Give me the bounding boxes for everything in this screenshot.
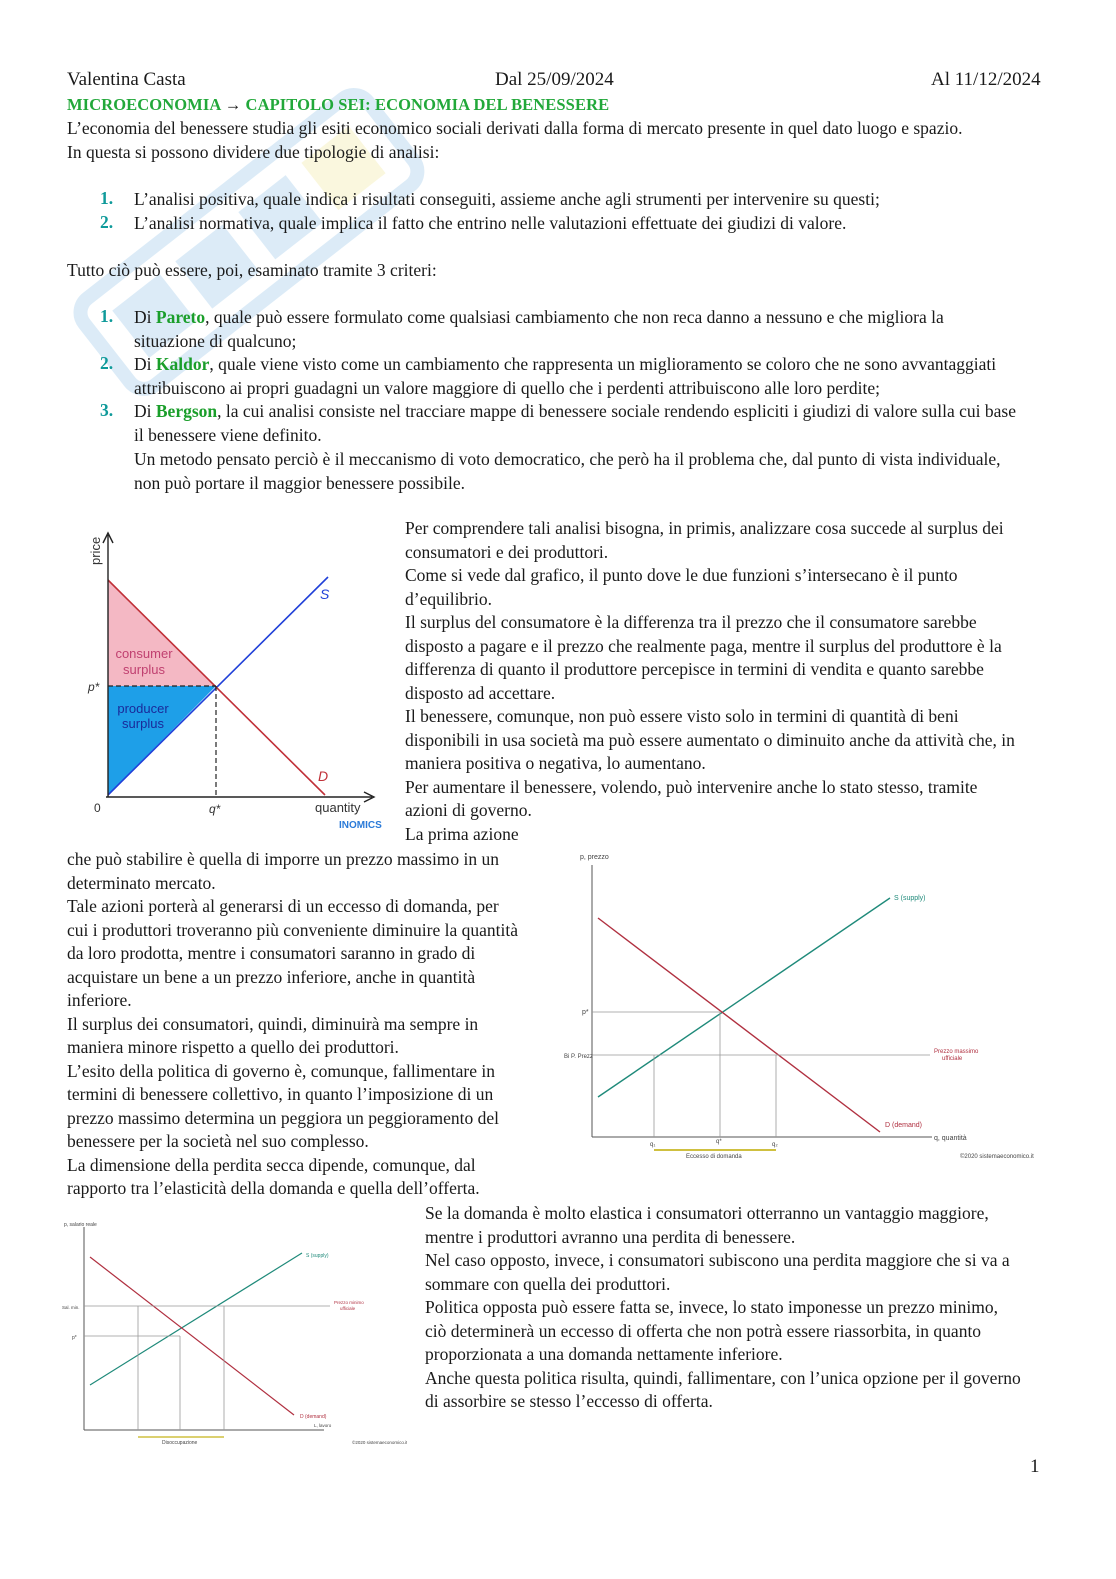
max-price-axis-label: Bi P. Prezz: [564, 1054, 593, 1060]
criteria-intro: Tutto ciò può essere, poi, esaminato tramite 3 criteri:: [67, 260, 437, 280]
text-line: cui i produttori troveranno più conveniente diminuire la quantità: [67, 919, 518, 940]
text-line: Tale azioni porterà al generarsi di un eccesso di domanda, per: [67, 896, 499, 916]
criteria-item-3: Di Bergson, la cui analisi consiste nel tracciare mappe di benessere sociale rendendo espliciti i giudizi di valore sulla cui base: [134, 401, 1016, 421]
x-axis-label: L, lavoro: [314, 1423, 332, 1428]
title-prefix: MICROECONOMIA: [67, 95, 221, 114]
analysis-number-2: 2.: [100, 212, 114, 232]
floor-label-1: Prezzo minimo: [334, 1300, 364, 1305]
q-star-label: q*: [209, 802, 221, 816]
text-line: proporzionata a una domanda nettamente inferiore.: [425, 1344, 783, 1364]
text-line: sommare con quella dei produttori.: [425, 1273, 671, 1294]
chapter-title: [67, 93, 609, 116]
date-from: Dal 25/09/2024: [495, 69, 614, 90]
criteria-number-3: 3.: [100, 400, 114, 420]
q-demanded-label: q₂: [772, 1142, 778, 1148]
criteria-item-2-cont: attribuiscono ai propri guadagni un valore maggiore di quello che i perdenti attribuiscono alle loro perdite;: [134, 378, 880, 398]
consumer-surplus-label-2: surplus: [123, 662, 165, 677]
paragraph-min-price: [425, 1202, 1055, 1414]
q-supplied-label: q₁: [650, 1142, 656, 1148]
criteria-name-pareto: Pareto: [155, 307, 206, 327]
excess-demand-label: Eccesso di domanda: [686, 1154, 742, 1160]
text-line: da loro prodotta, mentre i consumatori saranno in grado di: [67, 943, 476, 963]
y-axis-label: p, prezzo: [580, 854, 609, 861]
criteria-extra-2: non può portare il maggior benessere possibile.: [134, 473, 465, 493]
ceiling-label-2: ufficiale: [942, 1056, 963, 1062]
text-line: ciò determinerà un eccesso di offerta che non potrà essere riassorbita, in quanto: [425, 1320, 982, 1341]
text-line: Il surplus del consumatore è la differenza tra il prezzo che il consumatore sarebbe: [405, 612, 977, 632]
min-price-chart: [62, 1215, 407, 1450]
analysis-number-1: 1.: [100, 188, 114, 208]
y-axis-label: p, salario reale: [64, 1222, 97, 1228]
text-line: consumatori e dei produttori.: [405, 541, 609, 562]
consumer-surplus-label-1: consumer: [115, 646, 173, 661]
x-axis-label: q, quantità: [934, 1135, 967, 1142]
criteria-name-kaldor: Kaldor: [155, 354, 210, 374]
text-line: benessere per la società nel suo complesso.: [67, 1131, 369, 1151]
text-line: Se la domanda è molto elastica i consumatori otterranno un vantaggio maggiore,: [425, 1203, 989, 1223]
paragraph-max-price: [67, 848, 547, 1201]
text-line: disponibili in usa società ma può essere aumentato o diminuito anche da attività che, in: [405, 729, 1015, 750]
ceiling-label-1: Prezzo massimo: [934, 1049, 979, 1055]
text-line: rapporto tra l’elasticità della domanda e quella dell’offerta.: [67, 1178, 480, 1198]
origin-label: 0: [94, 801, 101, 815]
criteria-name-bergson: Bergson: [155, 401, 218, 421]
supply-label: S (supply): [306, 1253, 329, 1259]
text-line: che può stabilire è quella di imporre un prezzo massimo in un: [67, 849, 500, 869]
criteria-item-3-cont: il benessere viene definito.: [134, 425, 322, 445]
demand-label: D: [318, 768, 329, 784]
text-line: di assorbire se stesso l’eccesso di offerta.: [425, 1391, 713, 1411]
demand-line: [598, 918, 880, 1132]
criteria-item-1-cont: situazione di qualcuno;: [134, 331, 297, 351]
title-chapter: CAPITOLO SEI: ECONOMIA DEL BENESSERE: [245, 95, 610, 114]
text-line: Per comprendere tali analisi bisogna, in primis, analizzare cosa succede al surplus dei: [405, 518, 1004, 538]
author-name: Valentina Casta: [67, 69, 186, 90]
text-line: d’equilibrio.: [405, 588, 492, 609]
criteria-number-1: 1.: [100, 306, 114, 326]
text-line: termini di benessere collettivo, in quanto l’imposizione di un: [67, 1084, 494, 1104]
chart-credit: ©2020 sistemaeconomico.it: [960, 1154, 1034, 1160]
max-price-chart: [560, 850, 1040, 1165]
text-line: Il benessere, comunque, non può essere visto solo in termini di quantità di beni: [405, 706, 959, 726]
text-line: Come si vede dal grafico, il punto dove le due funzioni s’intersecano è il punto: [405, 565, 958, 585]
x-axis-label: quantity: [315, 800, 361, 815]
text-line: Il surplus dei consumatori, quindi, diminuirà ma sempre in: [67, 1013, 479, 1034]
surplus-chart: [70, 525, 400, 835]
excess-supply-label: Disoccupazione: [162, 1440, 198, 1446]
producer-surplus-label-1: producer: [117, 701, 169, 716]
text-line: inferiore.: [67, 990, 132, 1010]
supply-line: [598, 898, 890, 1097]
intro-line-1: L’economia del benessere studia gli esiti economico sociali derivati dalla forma di mercato presente in quel dato luogo e spazio.: [67, 118, 963, 138]
text-line: disposto a pagare e il prezzo che realmente paga, mentre il surplus del produttore è la: [405, 635, 1002, 656]
chart-credit: INOMICS: [339, 820, 382, 831]
supply-label: S (supply): [894, 895, 926, 902]
analysis-item-2: L’analisi normativa, quale implica il fatto che entrino nelle valutazioni effettuate dei giudizi di valore.: [134, 213, 847, 233]
text-line: acquistare un bene a un prezzo inferiore, anche in quantità: [67, 966, 476, 987]
text-line: Per aumentare il benessere, volendo, può intervenire anche lo stato stesso, tramite: [405, 776, 978, 797]
text-line: determinato mercato.: [67, 872, 216, 893]
text-line: maniera positiva o negativa, lo aumentano.: [405, 753, 706, 773]
chart-credit: ©2020 sistemaeconomico.it: [352, 1440, 407, 1445]
p-star-label: p*: [88, 680, 100, 694]
p-star-label: p*: [72, 1335, 77, 1341]
analysis-item-1: L’analisi positiva, quale indica i risultati conseguiti, assieme anche agli strumenti per intervenire su questi;: [134, 189, 880, 209]
intro-line-2: In questa si possono dividere due tipologie di analisi:: [67, 142, 440, 162]
demand-label: D (demand): [885, 1122, 922, 1129]
arrow-icon: →: [224, 95, 242, 114]
criteria-number-2: 2.: [100, 353, 114, 373]
date-to: Al 11/12/2024: [931, 69, 1041, 90]
criteria-item-1: Di Pareto, quale può essere formulato come qualsiasi cambiamento che non reca danno a nessuno e che migliora la: [134, 307, 944, 327]
text-line: differenza di quanto il produttore percepisce in termini di vendita e quanto sarebbe: [405, 659, 984, 679]
p-star-label: p*: [582, 1009, 589, 1016]
text-line: Anche questa politica risulta, quindi, fallimentare, con l’unica opzione per il governo: [425, 1367, 1021, 1388]
text-line: maniera minore rispetto a quello dei produttori.: [67, 1037, 399, 1057]
text-line: La dimensione della perdita secca dipende, comunque, dal: [67, 1154, 476, 1175]
q-star-label: q*: [716, 1139, 722, 1145]
text-line: prezzo massimo determina un peggiora un peggioramento del: [67, 1107, 500, 1128]
supply-label: S: [320, 586, 330, 602]
page-number: 1: [1030, 1456, 1040, 1477]
min-price-axis-label: Sal. min.: [62, 1305, 80, 1310]
text-line: mentre i produttori avranno una perdita di benessere.: [425, 1226, 796, 1247]
text-line: azioni di governo.: [405, 800, 532, 820]
supply-line: [90, 1253, 302, 1385]
criteria-extra-1: Un metodo pensato perciò è il meccanismo di voto democratico, che però ha il problema che, dal punto di vista individuale,: [134, 449, 1001, 469]
text-line: disposto ad accettare.: [405, 682, 556, 703]
text-line: La prima azione: [405, 823, 519, 844]
floor-label-2: ufficiale: [340, 1306, 356, 1311]
text-line: Politica opposta può essere fatta se, invece, lo stato imponesse un prezzo minimo,: [425, 1297, 998, 1317]
criteria-item-2: Di Kaldor, quale viene visto come un cambiamento che rappresenta un miglioramento se coloro che ne sono avvantaggiati: [134, 354, 997, 374]
producer-surplus-label-2: surplus: [122, 716, 164, 731]
text-line: Nel caso opposto, invece, i consumatori subiscono una perdita maggiore che si va a: [425, 1250, 1010, 1270]
text-line: L’esito della politica di governo è, comunque, fallimentare in: [67, 1060, 495, 1081]
paragraph-surplus: [405, 517, 1045, 846]
y-axis-label: price: [88, 536, 103, 565]
demand-label: D (demand): [300, 1414, 327, 1420]
